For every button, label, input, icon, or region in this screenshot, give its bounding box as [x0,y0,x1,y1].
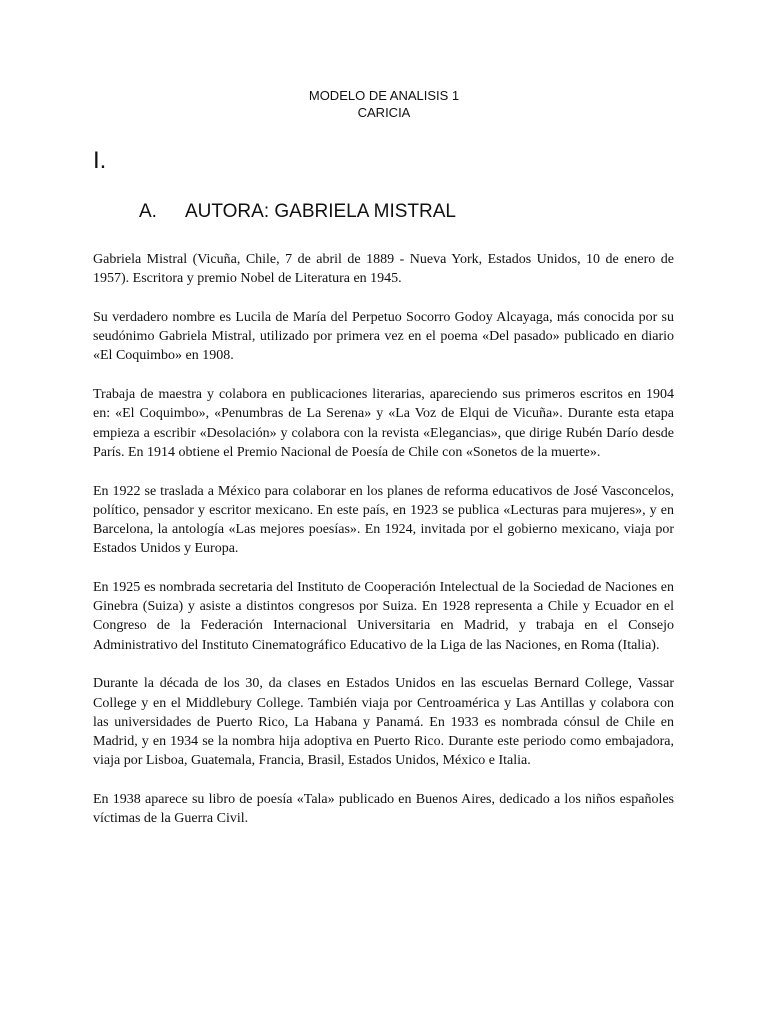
paragraph-5: En 1925 es nombrada secretaria del Instituto de Cooperación Intelectual de la Sociedad de Naciones en Ginebra (Suiza) y asiste a distintos congresos por Suiza. En 1928 representa a Chile y Ecuador en el Congreso de la Federación Internacional Universitaria en Madrid, y trabaja en el Consejo Administrativo del Instituto Cinematográfico Educativo de la Liga de las Naciones, en Roma (Italia). [93,580,674,653]
paragraph-4: En 1922 se traslada a México para colaborar en los planes de reforma educativos de José Vasconcelos, político, pensador y escritor mexicano. En este país, en 1923 se publica «Lecturas para mujeres», y en Barcelona, la antología «Las mejores poesías». En 1924, invitada por el gobierno mexicano, viaja por Estados Unidos y Europa. [93,483,674,557]
document-title: MODELO DE ANALISIS 1 [308,88,460,103]
subsection-letter: A. [139,201,157,222]
paragraph-1: Gabriela Mistral (Vicuña, Chile, 7 de abril de 1889 - Nueva York, Estados Unidos, 10 de enero de 1957). Escritora y premio Nobel de Literatura en 1945. [93,252,674,287]
title-block [0,87,768,121]
section-number: I. [93,147,107,174]
section-heading [139,199,456,225]
body-text [93,250,674,848]
paragraph-3: Trabaja de maestra y colabora en publicaciones literarias, apareciendo sus primeros escritos en 1904 en: «El Coquimbo», «Penumbras de La Serena» y «La Voz de Elqui de Vicuña». Durante esta etapa empieza a escribir «Desolación» y colabora con la revista «Elegancias», que dirige Rubén Darío desde París. En 1914 obtiene el Premio Nacional de Poesía de Chile con «Sonetos de la muerte». [93,387,674,460]
subsection-title: AUTORA: GABRIELA MISTRAL [185,201,457,222]
document-subtitle: CARICIA [357,105,411,120]
paragraph-7: En 1938 aparece su libro de poesía «Tala» publicado en Buenos Aires, dedicado a los niños españoles víctimas de la Guerra Civil. [93,792,674,827]
paragraph-6: Durante la década de los 30, da clases en Estados Unidos en las escuelas Bernard College, Vassar College y en el Middlebury College. También viaja por Centroamérica y Las Antillas y colabora con las universidades de Puerto Rico, La Habana y Panamá. En 1933 es nombrada cónsul de Chile en Madrid, y en 1934 se la nombra hija adoptiva en Puerto Rico. Durante este periodo como embajadora, viaja por Lisboa, Guatemala, Francia, Brasil, Estados Unidos, México e Italia. [93,676,674,769]
paragraph-2: Su verdadero nombre es Lucila de María del Perpetuo Socorro Godoy Alcayaga, más conocida por su seudónimo Gabriela Mistral, utilizado por primera vez en el poema «Del pasado» publicado en diario «El Coquimbo» en 1908. [93,310,674,364]
